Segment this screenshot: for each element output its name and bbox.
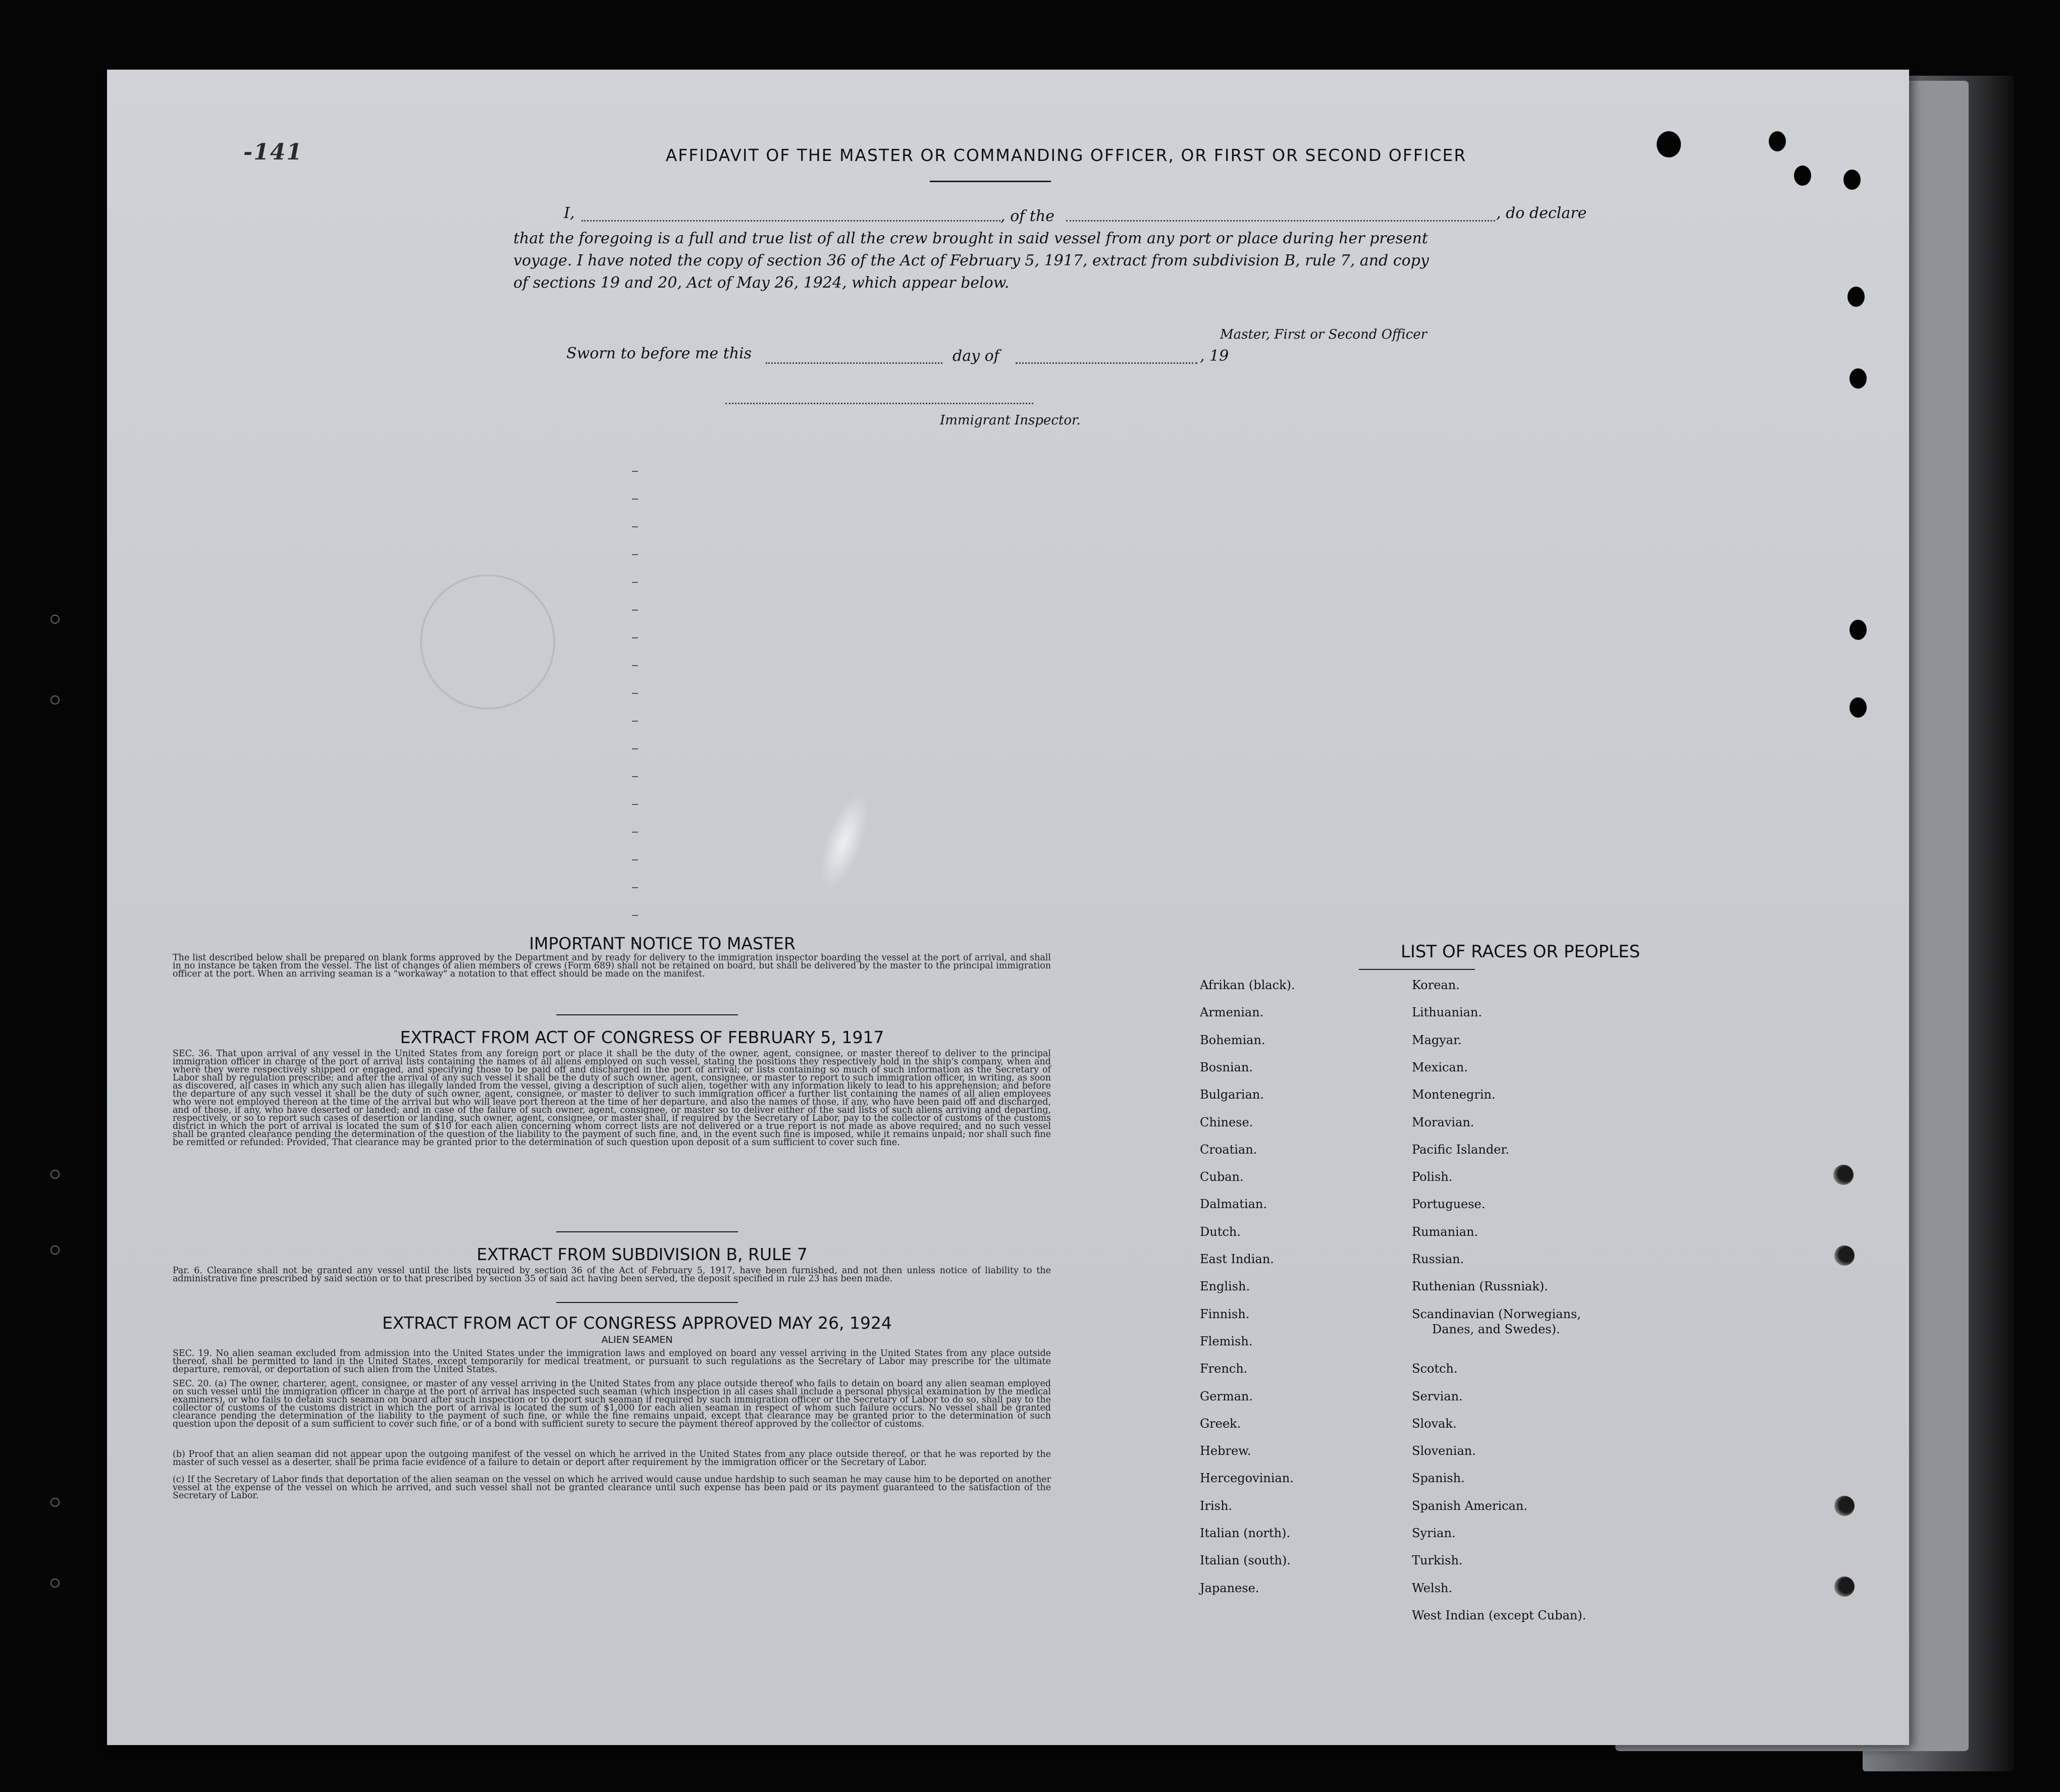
extract-rule7-title: EXTRACT FROM SUBDIVISION B, RULE 7 <box>477 1244 808 1264</box>
ruled-tick <box>632 693 638 694</box>
ruled-tick <box>632 499 638 500</box>
race-item: Ruthenian (Russniak). <box>1412 1279 1548 1294</box>
affidavit-title: AFFIDAVIT OF THE MASTER OR COMMANDING OFFICER, OR FIRST OR SECOND OFFICER <box>665 145 1467 165</box>
do-declare-label: , do declare <box>1496 204 1587 222</box>
race-item: Mexican. <box>1412 1060 1468 1074</box>
manifest-page <box>107 70 1909 1745</box>
race-item: Bulgarian. <box>1200 1088 1264 1102</box>
extract-rule7-body: Par. 6. Clearance shall not be granted any vessel until the lists required by section 36 of the Act of February 5, 1917, have been furnished, and not then unless notice of liability to the administrative fine prescribed by said section or to that prescribed by section 35 of said act having been served, the deposit specified in rule 23 has been made. <box>173 1266 1051 1284</box>
punch-hole <box>1850 697 1867 718</box>
affidavit-line-1: that the foregoing is a full and true list of all the crew brought in said vessel from any port or place during her present <box>513 230 1428 247</box>
binding-ring <box>50 1579 60 1588</box>
ruled-tick <box>632 582 638 583</box>
race-item: Italian (north). <box>1200 1526 1291 1540</box>
race-item: Pacific Islander. <box>1412 1142 1509 1157</box>
month-field[interactable] <box>1016 362 1197 364</box>
race-item: Scandinavian (Norwegians, <box>1412 1307 1581 1321</box>
extract-1924-title: EXTRACT FROM ACT OF CONGRESS APPROVED MAY 26, 1924 <box>382 1313 892 1333</box>
punch-hole <box>1834 1245 1855 1266</box>
race-item: Dutch. <box>1200 1224 1241 1239</box>
race-item: Syrian. <box>1412 1526 1456 1540</box>
sworn-label: Sworn to before me this <box>566 345 752 362</box>
ruled-tick <box>632 637 638 638</box>
inspector-caption: Immigrant Inspector. <box>940 413 1081 428</box>
binding-ring <box>50 1498 60 1507</box>
day-of-label: day of <box>953 347 999 365</box>
punch-hole <box>1834 1496 1855 1516</box>
race-item: Hercegovinian. <box>1200 1471 1294 1486</box>
race-item: Servian. <box>1412 1389 1463 1403</box>
officer-caption: Master, First or Second Officer <box>1220 327 1428 342</box>
race-item: Spanish American. <box>1412 1498 1527 1513</box>
i-label: I, <box>564 204 575 222</box>
alien-seamen-subtitle: ALIEN SEAMEN <box>601 1334 673 1345</box>
ruled-tick <box>632 526 638 527</box>
race-item: Rumanian. <box>1412 1224 1478 1239</box>
punch-hole <box>1834 1577 1855 1597</box>
race-item: Russian. <box>1412 1252 1464 1266</box>
punch-hole <box>1847 287 1865 307</box>
race-item: Cuban. <box>1200 1170 1244 1184</box>
race-item: Turkish. <box>1412 1553 1463 1568</box>
punch-hole <box>1833 1165 1854 1185</box>
ruled-tick <box>632 887 638 888</box>
race-item: Japanese. <box>1200 1581 1259 1595</box>
punch-hole <box>1850 368 1867 389</box>
binding-ring <box>50 695 60 704</box>
race-item: Armenian. <box>1200 1005 1264 1020</box>
race-item: German. <box>1200 1389 1253 1403</box>
punch-hole <box>1657 131 1681 157</box>
race-item: Finnish. <box>1200 1307 1250 1321</box>
ruled-tick <box>632 721 638 722</box>
race-item: East Indian. <box>1200 1252 1274 1266</box>
race-item: Welsh. <box>1412 1581 1452 1595</box>
sec-19-text: SEC. 19. No alien seaman excluded from admission into the United States under the immigration laws and employed on board any vessel arriving in the United States from any place outside thereof, shall be permitted to land in the United States, except temporarily for medical treatment, or pursuant to such regulations as the Secretary of Labor may prescribe for the ultimate departure, removal, or deportation of such alien from the United States. <box>173 1348 1051 1375</box>
notice-body: The list described below shall be prepared on blank forms approved by the Department and by ready for delivery to the immigration inspector boarding the vessel at the port of arrival, and shall in no instance be taken from the vessel. The list of changes of alien members of crews (Form 689) shall not be retained on board, but shall be delivered by the master to the principal immigration officer at the port. When an arriving seaman is a "workaway" a notation to that effect should be made on the manifest. <box>173 953 1051 979</box>
sec-20c-text: (c) If the Secretary of Labor finds that deportation of the alien seaman on the vessel on which he arrived would cause undue hardship to such seaman he may cause him to be deported on another vessel at the expense of the vessel on which he arrived, and such vessel shall not be granted clearance until such expense has been paid or its payment guaranteed to the satisfaction of the Secretary of Labor. <box>173 1475 1051 1501</box>
race-item: Hebrew. <box>1200 1444 1251 1458</box>
of-the-label: , of the <box>1000 207 1054 225</box>
divider <box>556 1302 738 1303</box>
ruled-tick <box>632 554 638 555</box>
vessel-field[interactable] <box>1066 220 1495 222</box>
divider <box>556 1231 738 1232</box>
day-field[interactable] <box>766 362 942 364</box>
race-item: Korean. <box>1412 978 1460 992</box>
race-item: Flemish. <box>1200 1334 1253 1348</box>
race-item: Afrikan (black). <box>1200 978 1295 992</box>
ruled-tick <box>632 610 638 611</box>
ruled-tick <box>632 859 638 860</box>
ruled-tick <box>632 748 638 749</box>
race-item: Bosnian. <box>1200 1060 1253 1074</box>
page-number: -141 <box>243 139 303 165</box>
race-item: Danes, and Swedes). <box>1432 1322 1560 1336</box>
sec-20b-text: (b) Proof that an alien seaman did not appear upon the outgoing manifest of the vessel on which he arrived in the United States from any place outside thereof, or that he was reported by the master of such vessel as a deserter, shall be prima facie evidence of a failure to detain or deport after requirement by the immigration officer or the Secretary of Labor. <box>173 1449 1051 1468</box>
race-item: Moravian. <box>1412 1115 1474 1129</box>
race-item: Polish. <box>1412 1170 1453 1184</box>
name-field[interactable] <box>582 220 1000 222</box>
punch-hole <box>1843 170 1861 190</box>
affidavit-line-3: of sections 19 and 20, Act of May 26, 1924, which appear below. <box>513 274 1010 292</box>
binding-ring <box>50 1245 60 1255</box>
punch-hole <box>1850 620 1867 640</box>
races-title: LIST OF RACES OR PEOPLES <box>1400 942 1641 962</box>
race-item: Bohemian. <box>1200 1033 1265 1047</box>
ruled-tick <box>632 665 638 666</box>
race-item: Scotch. <box>1412 1362 1458 1376</box>
race-item: Greek. <box>1200 1416 1241 1431</box>
binding-ring <box>50 615 60 624</box>
sec-20a-text: SEC. 20. (a) The owner, charterer, agent, consignee, or master of any vessel arriving in the United States from any place outside thereof who fails to detain on board any alien seaman employed on such vessel until the immigration officer in charge at the port of arrival has inspected such seaman (which inspection in all cases shall include a personal physical examination by the medical examiners), or who fails to detain such seaman on board after such inspection or to deport such seaman if required by such immigration officer or the Secretary of Labor to do so, shall pay to the collector of customs of the customs district in which the port of arrival is located the sum of $1,000 for each alien seaman in respect of whom such failure occurs. No vessel shall be granted clearance pending the determination of the liability to the payment of such fine, or while the fine remains unpaid, except that clearance may be granted prior to the determination of such question upon the deposit of a sum sufficient to cover such fine, or of a bond with sufficient surety to secure the payment thereof approved by the collector of customs. <box>173 1379 1051 1429</box>
races-underline <box>1359 969 1475 970</box>
divider <box>556 1014 738 1015</box>
binding-ring <box>50 1170 60 1179</box>
extract-1917-title: EXTRACT FROM ACT OF CONGRESS OF FEBRUARY 5, 1917 <box>400 1027 884 1047</box>
notice-title: IMPORTANT NOTICE TO MASTER <box>529 934 796 953</box>
race-item: Italian (south). <box>1200 1553 1291 1568</box>
year-label: , 19 <box>1200 347 1229 365</box>
race-item: Lithuanian. <box>1412 1005 1483 1020</box>
race-item: Dalmatian. <box>1200 1197 1267 1212</box>
ruled-tick <box>632 915 638 916</box>
ruled-tick <box>632 776 638 777</box>
race-item: Irish. <box>1200 1498 1233 1513</box>
ruled-tick <box>632 471 638 472</box>
race-item: West Indian (except Cuban). <box>1412 1608 1587 1622</box>
title-underline <box>930 181 1051 182</box>
punch-hole <box>1794 166 1811 186</box>
ruled-tick <box>632 804 638 805</box>
bleed-through-glare <box>810 788 878 895</box>
extract-1917-body: SEC. 36. That upon arrival of any vessel in the United States from any foreign port or place it shall be the duty of the owner, agent, consignee, or master thereof to deliver to the principal immigration officer in charge of the port of arrival lists containing the names of all aliens employed on such vessel, stating the positions they respectively hold in the ship's company, when and where they were respectively shipped or engaged, and specifying those to be paid off and discharged in the port of arrival; or lists containing so much of such information as the Secretary of Labor shall by regulation prescribe; and after the arrival of any such vessel it shall be the duty of such owner, agent, consignee, or master to report to such immigration officer, in writing, as soon as discovered, all cases in which any such alien has illegally landed from the vessel, giving a description of such alien, together with any information likely to lead to his apprehension; and before the departure of any such vessel it shall be the duty of such owner, agent, consignee, or master to deliver to such immigration officer a further list containing the names of all alien employees who were not employed thereon at the time of the arrival but who will leave port thereon at the time of her departure, and also the names of those, if any, who have been paid off and discharged, and of those, if any, who have deserted or landed; and in case of the failure of such owner, agent, consignee, or master so to deliver either of the said lists of such aliens arriving and departing, respectively, or so to report such cases of desertion or landing, such owner, agent, consignee, or master shall, if required by the Secretary of Labor, pay to the collector of customs of the customs district in which the port of arrival is located the sum of $10 for each alien concerning whom correct lists are not delivered or a true report is not made as above required; and no such vessel shall be granted clearance pending the determination of the question of the liability to the payment of such fine, and, in the event such fine is imposed, while it remains unpaid; nor shall such fine be remitted or refunded: Provided, That clearance may be granted prior to the determination of such question upon deposit of a sum sufficient to cover such fine. <box>173 1049 1051 1148</box>
race-item: English. <box>1200 1279 1250 1294</box>
ruled-tick <box>632 832 638 833</box>
race-item: Montenegrin. <box>1412 1088 1496 1102</box>
bleed-through-stamp <box>420 574 555 710</box>
affidavit-line-2: voyage. I have noted the copy of section 36 of the Act of February 5, 1917, extract from subdivision B, rule 7, and copy <box>513 252 1429 269</box>
race-item: Portuguese. <box>1412 1197 1486 1212</box>
race-item: French. <box>1200 1362 1248 1376</box>
race-item: Magyar. <box>1412 1033 1462 1047</box>
race-item: Slovak. <box>1412 1416 1457 1431</box>
punch-hole <box>1769 131 1786 151</box>
race-item: Croatian. <box>1200 1142 1257 1157</box>
race-item: Slovenian. <box>1412 1444 1476 1458</box>
inspector-signature-field[interactable] <box>725 403 1033 404</box>
race-item: Chinese. <box>1200 1115 1253 1129</box>
race-item: Spanish. <box>1412 1471 1465 1486</box>
